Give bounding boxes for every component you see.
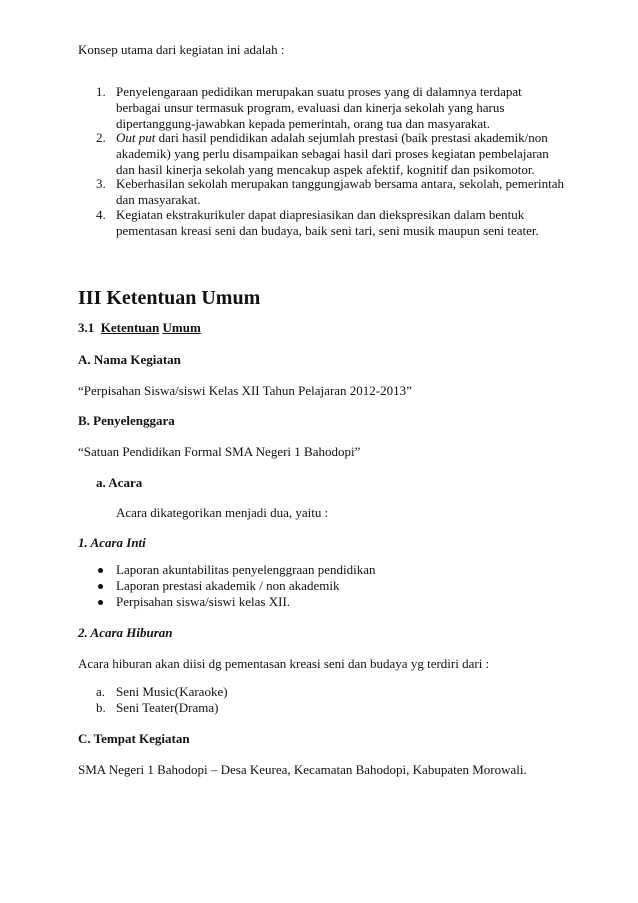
acara-hiburan-text: Acara hiburan akan diisi dg pementasan kreasi seni dan budaya yg terdiri dari : [78, 656, 490, 671]
concept-line: dipertanggung-jawabkan kepada pemerintah, orang tua dan masyarakat. [116, 116, 490, 131]
subsection-title [78, 320, 201, 336]
list-item-letter: a. [96, 684, 106, 699]
out-put-term: Out put [116, 130, 156, 145]
nama-kegiatan-text: “Perpisahan Siswa/siswi Kelas XII Tahun Pelajaran 2012-2013” [78, 383, 412, 398]
heading-tempat-kegiatan: C. Tempat Kegiatan [78, 731, 190, 746]
subsection-word: Ketentuan [100, 320, 160, 335]
intro-text: Konsep utama dari kegiatan ini adalah : [78, 42, 285, 57]
bullet-icon [98, 584, 103, 589]
list-item-letter: b. [96, 700, 106, 715]
penyelenggara-text: “Satuan Pendidikan Formal SMA Negeri 1 Bahodopi” [78, 444, 361, 459]
concept-line: Penyelengaraan pedidikan merupakan suatu proses yang di dalamnya terdapat [116, 84, 522, 99]
concept-line: dan masyarakat. [116, 192, 201, 207]
concept-number: 4. [96, 207, 106, 222]
concept-number: 1. [96, 84, 106, 99]
concept-line: pementasan kreasi seni dan budaya, baik seni tari, seni musik maupun seni teater. [116, 223, 539, 238]
concept-line: dan hasil kinerja sekolah yang mencakup aspek afektif, kognitif dan psikomotor. [116, 162, 535, 177]
concept-line-rest: dari hasil pendidikan adalah sejumlah prestasi (baik prestasi akademik/non [155, 130, 548, 145]
heading-penyelenggara: B. Penyelenggara [78, 413, 175, 428]
list-item-text: Perpisahan siswa/siswi kelas XII. [116, 594, 291, 609]
concept-line: Keberhasilan sekolah merupakan tanggungjawab bersama antara, sekolah, pemerintah [116, 176, 564, 191]
concept-number: 2. [96, 130, 106, 145]
heading-acara: a. Acara [96, 475, 143, 490]
concept-line: akademik) yang perlu disampaikan sebagai hasil dari proses kegiatan pembelajaran [116, 146, 549, 161]
concept-line [116, 130, 548, 146]
list-item-text: Seni Teater(Drama) [116, 700, 219, 715]
heading-nama-kegiatan: A. Nama Kegiatan [78, 352, 181, 367]
acara-text: Acara dikategorikan menjadi dua, yaitu : [116, 505, 329, 520]
list-item-text: Laporan akuntabilitas penyelenggraan pendidikan [116, 562, 376, 577]
subsection-word: Umum [162, 320, 201, 335]
list-item-text: Seni Music(Karaoke) [116, 684, 228, 699]
concept-number: 3. [96, 176, 106, 191]
section-title: III Ketentuan Umum [78, 287, 261, 309]
concept-line: berbagai unsur termasuk program, evaluasi dan kinerja sekolah yang harus [116, 100, 505, 115]
subsection-number: 3.1 [78, 320, 95, 335]
bullet-icon [98, 600, 103, 605]
list-item-text: Laporan prestasi akademik / non akademik [116, 578, 340, 593]
heading-acara-inti: 1. Acara Inti [78, 535, 146, 550]
concept-line: Kegiatan ekstrakurikuler dapat diapresiasikan dan diekspresikan dalam bentuk [116, 207, 525, 222]
bullet-icon [98, 568, 103, 573]
tempat-kegiatan-text: SMA Negeri 1 Bahodopi – Desa Keurea, Kecamatan Bahodopi, Kabupaten Morowali. [78, 762, 527, 777]
heading-acara-hiburan: 2. Acara Hiburan [78, 625, 173, 640]
